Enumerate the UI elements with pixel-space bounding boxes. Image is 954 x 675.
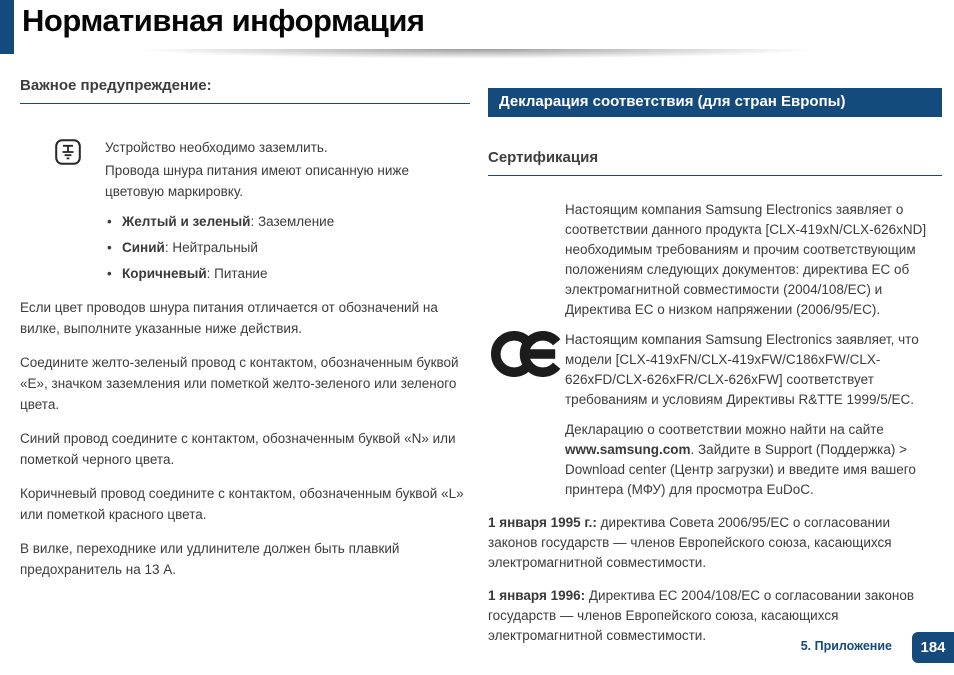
wire-color-label: Коричневый xyxy=(122,266,207,281)
declaration-banner: Декларация соответствия (для стран Европы) xyxy=(488,88,942,117)
wire-color-label: Желтый и зеленый xyxy=(122,214,251,229)
paragraph: Настоящим компания Samsung Electronics заявляет, что модели [CLX-419xFN/CLX-419xFW/C186xFW/CLX-626xFD/CLX-626xFR/CLX-626xFW] соответствует требованиям и условиям Директивы R&TTE 1999/5/EC. xyxy=(565,332,919,407)
date-label: 1 января 1996: xyxy=(488,588,586,603)
date-text: директива Совета 2006/95/EC о согласовании законов государств — членов Европейского союза, касающихся электромагнитной совместимости. xyxy=(488,515,892,570)
wire-color-list xyxy=(105,211,470,284)
wire-color-value: : Заземление xyxy=(250,214,335,229)
dated-paragraph xyxy=(488,513,942,573)
certification-block xyxy=(488,200,942,500)
page-number-badge: 184 xyxy=(912,632,954,663)
grounding-line-2: Провода шнура питания имеют описанную ниже цветовую маркировку. xyxy=(105,163,409,199)
date-text: Директива ЕС 2004/108/EC о согласовании законов государств — членов Европейского союза, касающихся электромагнитной совместимости. xyxy=(488,588,915,643)
ground-icon xyxy=(55,139,81,165)
left-column xyxy=(20,76,470,580)
section-heading-warning: Важное предупреждение: xyxy=(20,76,470,104)
wire-color-value: : Питание xyxy=(206,266,268,281)
ce-statement-row xyxy=(565,330,942,410)
title-shadow-divider xyxy=(18,49,935,62)
date-label: 1 января 1995 г.: xyxy=(488,515,597,530)
paragraph: В вилке, переходнике или удлинителе должен быть плавкий предохранитель на 13 А. xyxy=(20,541,400,577)
wire-color-label: Синий xyxy=(122,240,165,255)
list-item xyxy=(105,263,470,284)
section-heading-certification: Сертификация xyxy=(488,148,942,176)
paragraph: Коричневый провод соедините с контактом, обозначенным буквой «L» или пометкой красного цвета. xyxy=(20,486,464,522)
text-segment: . Зайдите в Support (Поддержка) > Download center (Центр загрузки) и введите имя вашего принтера (МФУ) для просмотра EuDoC. xyxy=(565,442,916,497)
paragraph xyxy=(565,420,942,500)
list-item xyxy=(105,211,470,232)
grounding-note xyxy=(20,137,470,284)
grounding-line-1: Устройство необходимо заземлить. xyxy=(105,140,328,155)
right-column xyxy=(488,88,942,646)
paragraph: Синий провод соедините с контактом, обозначенным буквой «N» или пометкой черного цвета. xyxy=(20,431,456,467)
title-accent-bar xyxy=(0,0,14,54)
page-title: Нормативная информация xyxy=(22,3,425,38)
paragraph: Настоящим компания Samsung Electronics заявляет о соответствии данного продукта [CLX-419xN/CLX-626xND] необходимым требованиям и прочим соответствующим положениям следующих документов: директива ЕС об электромагнитной совместимости (2004/108/EC) и Директива ЕС о низком напряжении (2006/95/EC). xyxy=(565,202,927,317)
footer-section-label: 5. Приложение xyxy=(800,639,892,653)
list-item xyxy=(105,237,470,258)
paragraph: Соедините желто-зеленый провод с контактом, обозначенным буквой «Е», значком заземления или пометкой желто-зеленого или зеленого цвета. xyxy=(20,355,459,412)
paragraph: Если цвет проводов шнура питания отличается от обозначений на вилке, выполните указанные ниже действия. xyxy=(20,300,438,336)
wire-color-value: : Нейтральный xyxy=(164,240,258,255)
samsung-site-text: www.samsung.com xyxy=(565,442,691,457)
dated-paragraph xyxy=(488,586,942,646)
text-segment: Декларацию о соответствии можно найти на сайте xyxy=(565,422,884,437)
